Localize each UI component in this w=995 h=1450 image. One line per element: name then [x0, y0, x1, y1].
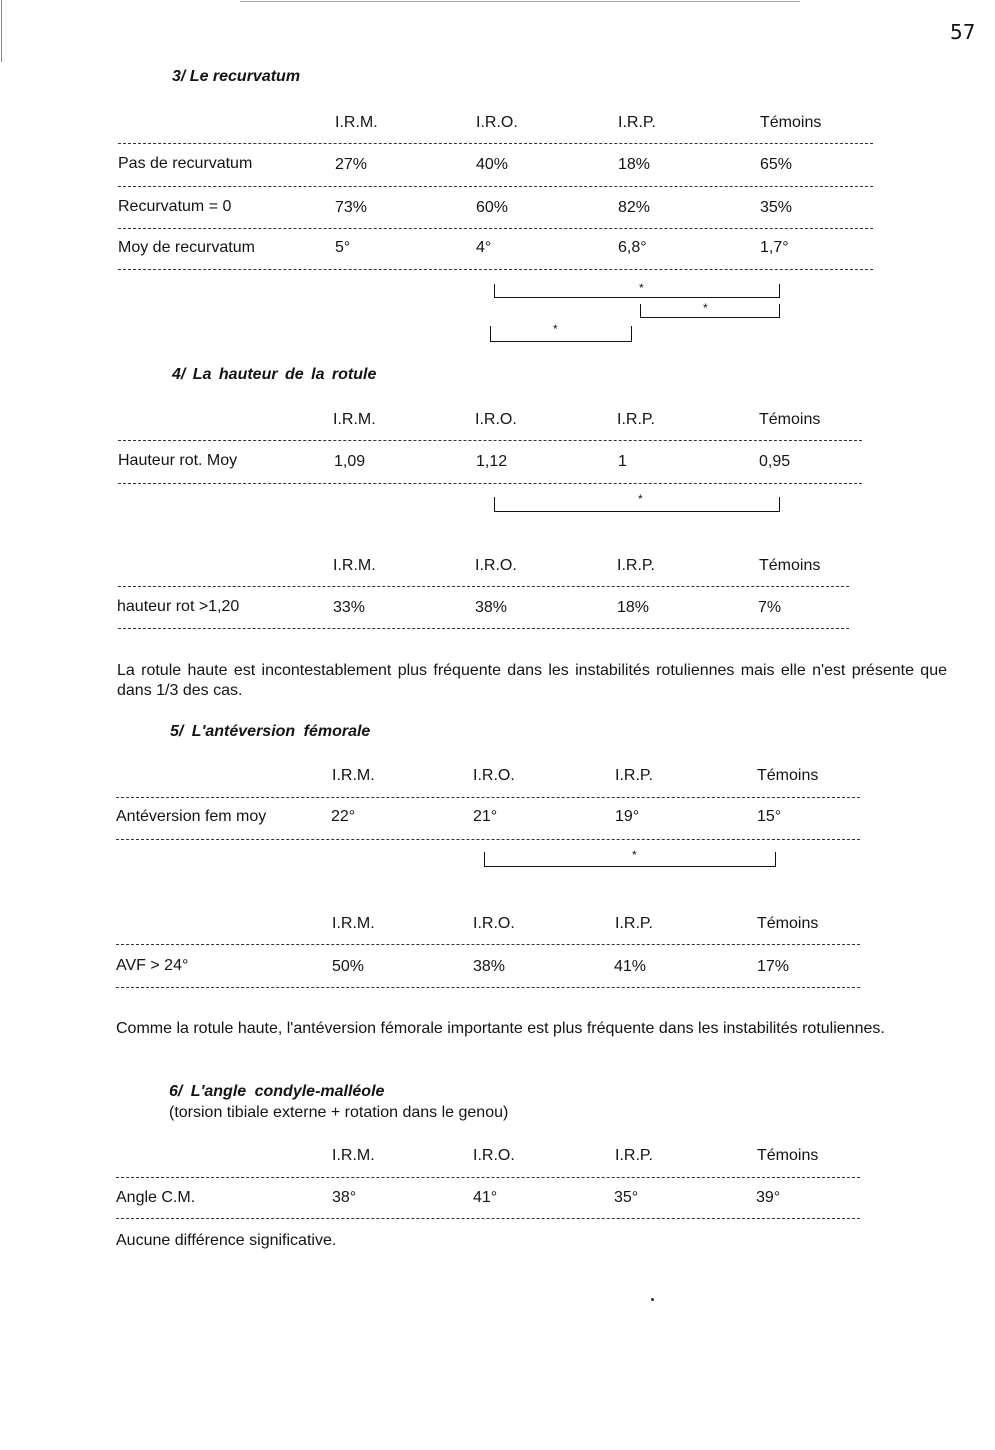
cell-temoins: 15° [757, 808, 782, 825]
cell-temoins: 1,7° [760, 239, 789, 256]
row-label: Moy de recurvatum [118, 239, 255, 256]
cell-iro: 38% [473, 958, 506, 975]
table-rule [116, 839, 860, 840]
row-label: hauteur rot >1,20 [117, 598, 240, 615]
cell-temoins: 17% [757, 958, 790, 975]
cell-temoins: 35% [760, 199, 793, 216]
cell-iro: 41° [473, 1189, 498, 1206]
table-rule [118, 628, 849, 629]
cell-irm: 5° [335, 239, 351, 256]
column-header-irp: I.R.P. [615, 915, 653, 932]
section-heading-recurvatum: 3/ Le recurvatum [172, 68, 301, 85]
cell-temoins: 39° [756, 1189, 781, 1206]
cell-temoins: 0,95 [759, 453, 791, 470]
table-rule [118, 440, 862, 441]
cell-irp: 6,8° [618, 239, 647, 256]
cell-iro: 40% [476, 156, 509, 173]
table-rule [118, 269, 873, 270]
table-rule [118, 586, 849, 587]
column-header-irp: I.R.P. [617, 557, 655, 574]
cell-irm: 38° [332, 1189, 357, 1206]
column-header-irp: I.R.P. [618, 114, 656, 131]
cell-iro: 60% [476, 199, 509, 216]
column-header-irm: I.R.M. [333, 411, 376, 428]
row-label: Recurvatum = 0 [118, 198, 232, 215]
column-header-temoins: Témoins [760, 114, 822, 131]
row-label: Antéversion fem moy [116, 808, 267, 825]
row-label: Angle C.M. [116, 1189, 196, 1206]
cell-irm: 73% [335, 199, 368, 216]
cell-irp: 35° [614, 1189, 639, 1206]
cell-irm: 33% [333, 599, 366, 616]
cell-irm: 27% [335, 156, 368, 173]
row-label: AVF > 24° [116, 957, 189, 974]
section-subheading-condyle: (torsion tibiale externe + rotation dans le genou) [169, 1104, 509, 1121]
column-header-irm: I.R.M. [333, 557, 376, 574]
table-rule [118, 143, 873, 144]
cell-iro: 38% [475, 599, 508, 616]
significance-star: * [553, 322, 558, 336]
cell-temoins: 7% [758, 599, 782, 616]
cell-irp: 18% [617, 599, 650, 616]
cell-iro: 4° [476, 239, 492, 256]
scan-speck [651, 1298, 654, 1301]
section-heading-condyle: 6/ L'angle condyle-malléole [169, 1083, 385, 1100]
cell-iro: 21° [473, 808, 498, 825]
table-rule [118, 228, 873, 229]
significance-star: * [639, 281, 644, 295]
column-header-iro: I.R.O. [475, 557, 517, 574]
scan-edge-mark [1, 0, 2, 62]
column-header-temoins: Témoins [757, 767, 819, 784]
significance-star: * [632, 848, 637, 862]
table-rule [118, 186, 873, 187]
column-header-temoins: Témoins [759, 557, 821, 574]
table-rule [116, 987, 860, 988]
table-rule [118, 483, 862, 484]
table-rule [116, 1218, 860, 1219]
cell-irp: 1 [618, 453, 627, 470]
column-header-iro: I.R.O. [473, 1147, 515, 1164]
column-header-iro: I.R.O. [476, 114, 518, 131]
column-header-temoins: Témoins [759, 411, 821, 428]
section-heading-anteversion: 5/ L'antéversion fémorale [170, 723, 371, 740]
conclusion-text: Aucune différence significative. [116, 1232, 337, 1249]
table-rule [116, 797, 860, 798]
cell-iro: 1,12 [476, 453, 508, 470]
cell-irm: 22° [331, 808, 356, 825]
significance-star: * [638, 492, 643, 506]
column-header-irm: I.R.M. [335, 114, 378, 131]
column-header-irp: I.R.P. [617, 411, 655, 428]
cell-irp: 19° [615, 808, 640, 825]
row-label: Hauteur rot. Moy [118, 452, 238, 469]
column-header-temoins: Témoins [757, 1147, 819, 1164]
paragraph-anteversion: Comme la rotule haute, l'antéversion fémorale importante est plus fréquente dans les instabilités rotuliennes. [116, 1020, 885, 1037]
cell-irm: 50% [332, 958, 365, 975]
cell-temoins: 65% [760, 156, 793, 173]
cell-irp: 41% [614, 958, 647, 975]
significance-star: * [703, 301, 708, 315]
column-header-irm: I.R.M. [332, 915, 375, 932]
column-header-irm: I.R.M. [332, 767, 375, 784]
scan-top-line [240, 1, 800, 2]
paragraph-rotule: La rotule haute est incontestablement plus fréquente dans les instabilités rotuliennes mais elle n'est présente que dans 1/3 des cas. [117, 662, 947, 699]
row-label: Pas de recurvatum [118, 155, 253, 172]
cell-irp: 18% [618, 156, 651, 173]
table-rule [116, 944, 860, 945]
column-header-iro: I.R.O. [473, 767, 515, 784]
cell-irm: 1,09 [334, 453, 366, 470]
column-header-irp: I.R.P. [615, 1147, 653, 1164]
column-header-iro: I.R.O. [475, 411, 517, 428]
column-header-iro: I.R.O. [473, 915, 515, 932]
section-heading-rotule: 4/ La hauteur de la rotule [172, 366, 377, 383]
page-number: 57 [950, 20, 976, 44]
table-rule [116, 1177, 860, 1178]
column-header-temoins: Témoins [757, 915, 819, 932]
cell-irp: 82% [618, 199, 651, 216]
column-header-irm: I.R.M. [332, 1147, 375, 1164]
column-header-irp: I.R.P. [615, 767, 653, 784]
